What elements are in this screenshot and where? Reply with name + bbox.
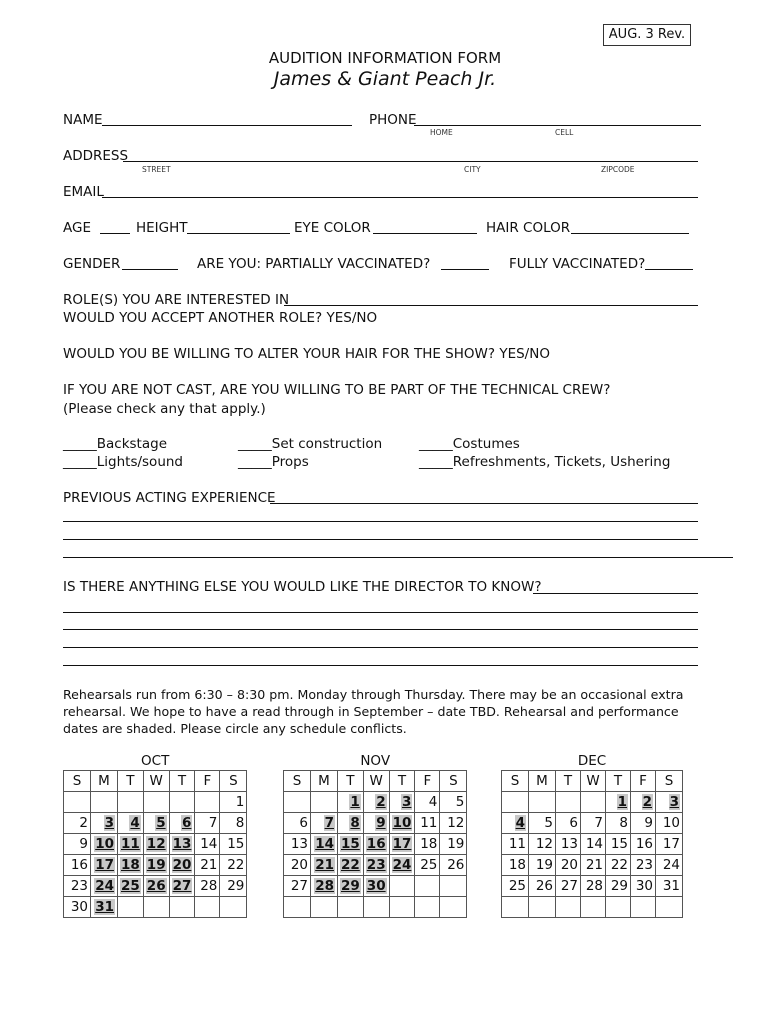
day-number: 15: [341, 835, 360, 852]
calendar-day[interactable]: [606, 854, 631, 875]
calendar-day[interactable]: [118, 833, 144, 854]
day-number: 22: [227, 856, 245, 873]
day-number: 13: [560, 835, 578, 852]
day-number: 4: [515, 814, 525, 831]
day-number: 12: [535, 835, 553, 852]
props-option[interactable]: _____Props: [238, 454, 309, 470]
show-title: James & Giant Peach Jr.: [273, 68, 497, 90]
schedule-paragraph: Rehearsals run from 6:30 – 8:30 pm. Monday through Thursday. There may be an occasional extra rehearsal. We hope to have a read through in September – date TBD. Rehearsal and performance dates are shaded. Please circle any schedule conflicts.: [63, 687, 684, 736]
calendar-day[interactable]: [415, 833, 440, 854]
calendar-day[interactable]: [143, 854, 169, 875]
calendar-day[interactable]: [389, 812, 415, 833]
calendar-day[interactable]: [529, 875, 556, 896]
day-number: 30: [70, 898, 88, 915]
calendar-day[interactable]: [195, 875, 220, 896]
calendar-day[interactable]: [363, 833, 389, 854]
calendar-day[interactable]: [581, 875, 606, 896]
calendar-day[interactable]: [502, 854, 529, 875]
day-number: 10: [392, 814, 412, 831]
day-number: 25: [508, 877, 526, 894]
calendar-day[interactable]: [220, 854, 247, 875]
day-number: 2: [79, 814, 88, 831]
day-number: 18: [508, 856, 526, 873]
day-number: 28: [315, 877, 334, 894]
day-number: 18: [121, 856, 140, 873]
calendar-day[interactable]: [311, 896, 338, 917]
day-number: 11: [121, 835, 140, 852]
day-number: 14: [585, 835, 603, 852]
day-header: T: [118, 770, 144, 791]
day-number: 27: [290, 877, 308, 894]
calendar-day[interactable]: [143, 896, 169, 917]
calendar-day[interactable]: [581, 833, 606, 854]
day-number: 24: [95, 877, 114, 894]
previous-experience-line[interactable]: [63, 539, 698, 540]
day-number: 17: [392, 835, 412, 852]
calendar-day[interactable]: [363, 875, 389, 896]
calendar-day[interactable]: [118, 875, 144, 896]
calendar-day[interactable]: [169, 896, 195, 917]
accept-other-role: WOULD YOU ACCEPT ANOTHER ROLE? YES/NO: [63, 310, 378, 326]
day-number: 6: [181, 814, 192, 831]
calendar-day[interactable]: [502, 812, 529, 833]
height-field[interactable]: [187, 233, 290, 234]
day-number: 13: [290, 835, 308, 852]
calendar-day[interactable]: [220, 896, 247, 917]
calendar-day[interactable]: [91, 833, 118, 854]
calendar-day[interactable]: [91, 854, 118, 875]
email-field[interactable]: [102, 197, 698, 198]
day-number: 30: [366, 877, 386, 894]
anything-else-line[interactable]: [63, 629, 698, 630]
hair-color-label: HAIR COLOR: [486, 220, 571, 236]
calendar-day[interactable]: [631, 791, 656, 812]
day-number: 2: [376, 793, 386, 810]
previous-experience-label: PREVIOUS ACTING EXPERIENCE: [63, 490, 276, 506]
calendar-day[interactable]: [440, 812, 467, 833]
costumes-option[interactable]: _____Costumes: [419, 436, 520, 452]
day-number: 25: [121, 877, 140, 894]
lights-option[interactable]: _____Lights/sound: [63, 454, 183, 470]
roles-field[interactable]: [284, 305, 698, 306]
calendar-day[interactable]: [529, 854, 556, 875]
calendar-day[interactable]: [284, 875, 311, 896]
day-header: S: [284, 770, 311, 791]
day-number: 7: [208, 814, 218, 831]
day-number: 26: [535, 877, 553, 894]
calendar-day[interactable]: [195, 791, 220, 812]
calendar-day[interactable]: [606, 791, 631, 812]
anything-else-line[interactable]: [63, 612, 698, 613]
day-number: 1: [617, 793, 627, 810]
day-header: F: [195, 770, 220, 791]
calendar-day[interactable]: [118, 896, 144, 917]
calendar-day[interactable]: [169, 875, 195, 896]
name-label: NAME: [63, 112, 103, 128]
day-header: M: [91, 770, 118, 791]
calendar-day[interactable]: [631, 896, 656, 917]
day-number: 31: [95, 898, 114, 915]
day-number: 27: [172, 877, 192, 894]
calendar-day[interactable]: [502, 791, 529, 812]
day-number: 14: [200, 835, 218, 852]
day-number: 5: [544, 814, 553, 831]
calendar-day[interactable]: [656, 812, 683, 833]
phone-cell-caption: CELL: [555, 128, 574, 137]
calendar-day[interactable]: [502, 896, 529, 917]
calendar-day[interactable]: [631, 833, 656, 854]
calendar-day[interactable]: [284, 791, 311, 812]
calendar-day[interactable]: [220, 875, 247, 896]
calendar-day[interactable]: [118, 812, 144, 833]
day-number: 4: [428, 793, 438, 810]
day-number: 20: [560, 856, 578, 873]
calendar-day[interactable]: [440, 854, 467, 875]
name-field[interactable]: [102, 125, 352, 126]
calendar-day[interactable]: [143, 833, 169, 854]
day-number: 1: [235, 793, 245, 810]
calendar-day[interactable]: [118, 854, 144, 875]
calendar-day[interactable]: [389, 833, 415, 854]
gender-label: GENDER: [63, 256, 121, 272]
previous-experience-line[interactable]: [63, 557, 733, 558]
day-number: 21: [585, 856, 603, 873]
calendar-day[interactable]: [118, 791, 144, 812]
calendar-day[interactable]: [389, 896, 415, 917]
calendar-day[interactable]: [143, 791, 169, 812]
day-number: 16: [366, 835, 386, 852]
calendar-day[interactable]: [338, 896, 364, 917]
day-header: T: [389, 770, 415, 791]
day-number: 18: [420, 835, 438, 852]
anything-else-line[interactable]: [63, 647, 698, 648]
calendar-day[interactable]: [220, 812, 247, 833]
day-header: S: [220, 770, 247, 791]
calendar-day[interactable]: [415, 875, 440, 896]
day-number: 10: [95, 835, 114, 852]
calendar-day[interactable]: [606, 812, 631, 833]
day-number: 23: [635, 856, 653, 873]
day-number: 8: [235, 814, 245, 831]
calendar-day[interactable]: [169, 854, 195, 875]
fully-vaccinated-field[interactable]: [645, 269, 693, 270]
check-any-note: (Please check any that apply.): [63, 401, 266, 417]
day-header: S: [440, 770, 467, 791]
day-header: W: [581, 770, 606, 791]
month-name: DEC: [577, 752, 607, 769]
calendar-day[interactable]: [64, 875, 91, 896]
calendar-day[interactable]: [91, 812, 118, 833]
calendar-day[interactable]: [415, 812, 440, 833]
calendar-day[interactable]: [581, 854, 606, 875]
calendar-day[interactable]: [502, 833, 529, 854]
day-number: 9: [79, 835, 88, 852]
calendar-day[interactable]: [143, 875, 169, 896]
calendar-day[interactable]: [440, 896, 467, 917]
calendar-day[interactable]: [556, 896, 581, 917]
day-header: T: [169, 770, 195, 791]
height-label: HEIGHT: [136, 220, 188, 236]
calendar-day[interactable]: [631, 875, 656, 896]
day-number: 1: [350, 793, 360, 810]
day-header: F: [415, 770, 440, 791]
day-number: 24: [392, 856, 412, 873]
calendar-dec: [501, 752, 683, 918]
day-number: 8: [619, 814, 628, 831]
calendar-day[interactable]: [64, 833, 91, 854]
address-field[interactable]: [123, 161, 698, 162]
calendar-day[interactable]: [440, 833, 467, 854]
month-name: NOV: [360, 752, 391, 769]
day-number: 6: [569, 814, 578, 831]
calendar-day[interactable]: [440, 791, 467, 812]
day-number: 23: [366, 856, 386, 873]
day-number: 31: [662, 877, 680, 894]
calendar-day[interactable]: [556, 791, 581, 812]
day-number: 21: [315, 856, 334, 873]
calendar-day[interactable]: [363, 896, 389, 917]
calendar-day[interactable]: [529, 833, 556, 854]
calendar-day[interactable]: [64, 791, 91, 812]
day-number: 17: [95, 856, 114, 873]
refreshments-option[interactable]: _____Refreshments, Tickets, Ushering: [419, 454, 671, 470]
city-caption: CITY: [464, 165, 481, 174]
calendar-day[interactable]: [631, 812, 656, 833]
calendar-day[interactable]: [195, 812, 220, 833]
calendar-day[interactable]: [556, 875, 581, 896]
calendar-day[interactable]: [91, 791, 118, 812]
phone-home-caption: HOME: [430, 128, 453, 137]
day-header: M: [529, 770, 556, 791]
calendar-day[interactable]: [91, 875, 118, 896]
calendar-day[interactable]: [656, 854, 683, 875]
zipcode-caption: ZIPCODE: [601, 165, 635, 174]
day-number: 9: [644, 814, 653, 831]
eye-color-field[interactable]: [373, 233, 477, 234]
calendar-day[interactable]: [338, 833, 364, 854]
day-number: 3: [401, 793, 412, 810]
backstage-option[interactable]: _____Backstage: [63, 436, 167, 452]
day-number: 28: [585, 877, 603, 894]
day-header: T: [556, 770, 581, 791]
day-number: 24: [662, 856, 680, 873]
calendar-day[interactable]: [311, 854, 338, 875]
vaccinated-label: ARE YOU: PARTIALLY VACCINATED?: [197, 256, 431, 272]
calendar-day[interactable]: [606, 833, 631, 854]
day-number: 19: [146, 856, 166, 873]
calendar-day[interactable]: [64, 812, 91, 833]
day-number: 16: [70, 856, 88, 873]
day-number: 25: [420, 856, 438, 873]
month-name: OCT: [141, 752, 170, 769]
calendar-oct: [63, 752, 247, 918]
day-number: 29: [341, 877, 360, 894]
calendar-day[interactable]: [363, 791, 389, 812]
calendar-day[interactable]: [220, 791, 247, 812]
phone-label: PHONE: [369, 112, 417, 128]
day-number: 6: [299, 814, 308, 831]
alter-hair-question: WOULD YOU BE WILLING TO ALTER YOUR HAIR FOR THE SHOW? YES/NO: [63, 346, 550, 362]
day-header: W: [363, 770, 389, 791]
day-number: 20: [172, 856, 192, 873]
form-title: AUDITION INFORMATION FORM: [268, 49, 502, 67]
day-number: 23: [70, 877, 88, 894]
address-label: ADDRESS: [63, 148, 129, 164]
day-number: 12: [447, 814, 465, 831]
day-number: 19: [447, 835, 465, 852]
calendar-day[interactable]: [389, 875, 415, 896]
day-number: 29: [227, 877, 245, 894]
day-number: 11: [508, 835, 526, 852]
day-number: 4: [130, 814, 140, 831]
day-number: 11: [420, 814, 438, 831]
day-number: 29: [610, 877, 628, 894]
calendar-day[interactable]: [91, 896, 118, 917]
hair-color-field[interactable]: [571, 233, 689, 234]
calendar-day[interactable]: [169, 812, 195, 833]
calendar-day[interactable]: [631, 854, 656, 875]
calendar-day[interactable]: [311, 875, 338, 896]
day-number: 7: [324, 814, 334, 831]
day-number: 19: [535, 856, 553, 873]
calendar-day[interactable]: [606, 875, 631, 896]
calendar-day[interactable]: [581, 896, 606, 917]
calendar-day[interactable]: [556, 812, 581, 833]
day-number: 3: [104, 814, 114, 831]
calendar-day[interactable]: [556, 854, 581, 875]
day-number: 15: [227, 835, 245, 852]
calendar-day[interactable]: [338, 875, 364, 896]
day-header: S: [502, 770, 529, 791]
day-number: 3: [669, 793, 679, 810]
calendar-day[interactable]: [338, 791, 364, 812]
day-number: 30: [635, 877, 653, 894]
day-number: 15: [610, 835, 628, 852]
day-number: 10: [662, 814, 680, 831]
calendar-day[interactable]: [656, 791, 683, 812]
street-caption: STREET: [142, 165, 171, 174]
calendar-day[interactable]: [606, 896, 631, 917]
day-number: 17: [662, 835, 680, 852]
day-header: W: [143, 770, 169, 791]
day-number: 26: [146, 877, 166, 894]
calendar-day[interactable]: [581, 812, 606, 833]
calendar-nov: [283, 752, 467, 918]
calendar-day[interactable]: [220, 833, 247, 854]
day-number: 13: [172, 835, 192, 852]
day-number: 27: [560, 877, 578, 894]
calendar-day[interactable]: [169, 791, 195, 812]
calendar-day[interactable]: [656, 896, 683, 917]
calendar-day[interactable]: [363, 812, 389, 833]
day-number: 14: [315, 835, 334, 852]
calendar-day[interactable]: [195, 896, 220, 917]
fully-vaccinated-label: FULLY VACCINATED?: [509, 256, 646, 272]
calendar-day[interactable]: [389, 791, 415, 812]
day-number: 5: [455, 793, 465, 810]
calendar-day[interactable]: [656, 875, 683, 896]
day-number: 20: [290, 856, 308, 873]
calendar-day[interactable]: [440, 875, 467, 896]
calendar-day[interactable]: [363, 854, 389, 875]
day-number: 9: [376, 814, 386, 831]
day-number: 12: [146, 835, 166, 852]
previous-experience-field[interactable]: [270, 503, 698, 504]
calendar-day[interactable]: [311, 791, 338, 812]
age-label: AGE: [63, 220, 91, 236]
calendar-day[interactable]: [415, 791, 440, 812]
calendar-day[interactable]: [311, 812, 338, 833]
calendar-day[interactable]: [656, 833, 683, 854]
day-number: 22: [341, 856, 360, 873]
day-number: 2: [642, 793, 652, 810]
day-number: 16: [635, 835, 653, 852]
day-number: 5: [156, 814, 166, 831]
day-header: S: [64, 770, 91, 791]
calendar-day[interactable]: [64, 896, 91, 917]
calendar-day[interactable]: [529, 791, 556, 812]
day-header: T: [338, 770, 364, 791]
calendar-day[interactable]: [64, 854, 91, 875]
calendar-day[interactable]: [284, 854, 311, 875]
calendar-day[interactable]: [529, 812, 556, 833]
age-field[interactable]: [100, 233, 130, 234]
calendar-day[interactable]: [415, 896, 440, 917]
anything-else-label: IS THERE ANYTHING ELSE YOU WOULD LIKE THE DIRECTOR TO KNOW?: [63, 579, 542, 595]
email-label: EMAIL: [63, 184, 104, 200]
set-construction-option[interactable]: _____Set construction: [238, 436, 383, 452]
calendar-day[interactable]: [389, 854, 415, 875]
day-header: S: [656, 770, 683, 791]
day-number: 22: [610, 856, 628, 873]
tech-crew-question: IF YOU ARE NOT CAST, ARE YOU WILLING TO BE PART OF THE TECHNICAL CREW?: [63, 382, 611, 398]
day-header: F: [631, 770, 656, 791]
anything-else-line[interactable]: [63, 665, 698, 666]
calendar-day[interactable]: [338, 812, 364, 833]
partially-vaccinated-field[interactable]: [441, 269, 489, 270]
day-number: 7: [594, 814, 603, 831]
calendar-day[interactable]: [284, 896, 311, 917]
calendar-day[interactable]: [143, 812, 169, 833]
calendar-day[interactable]: [195, 833, 220, 854]
calendar-day[interactable]: [556, 833, 581, 854]
phone-field[interactable]: [414, 125, 701, 126]
day-number: 28: [200, 877, 218, 894]
day-header: M: [311, 770, 338, 791]
calendar-day[interactable]: [529, 896, 556, 917]
roles-label: ROLE(S) YOU ARE INTERESTED IN: [63, 292, 290, 308]
calendar-day[interactable]: [581, 791, 606, 812]
calendar-day[interactable]: [284, 812, 311, 833]
calendar-day[interactable]: [311, 833, 338, 854]
day-number: 8: [350, 814, 360, 831]
calendar-day[interactable]: [195, 854, 220, 875]
day-header: T: [606, 770, 631, 791]
calendar-day[interactable]: [284, 833, 311, 854]
anything-else-field[interactable]: [533, 593, 698, 594]
calendar-day[interactable]: [338, 854, 364, 875]
gender-field[interactable]: [122, 269, 178, 270]
calendar-day[interactable]: [502, 875, 529, 896]
day-number: 26: [447, 856, 465, 873]
calendar-day[interactable]: [169, 833, 195, 854]
previous-experience-line[interactable]: [63, 521, 698, 522]
day-number: 21: [200, 856, 218, 873]
eye-color-label: EYE COLOR: [294, 220, 371, 236]
revision-box: AUG. 3 Rev.: [603, 24, 691, 46]
calendar-day[interactable]: [415, 854, 440, 875]
